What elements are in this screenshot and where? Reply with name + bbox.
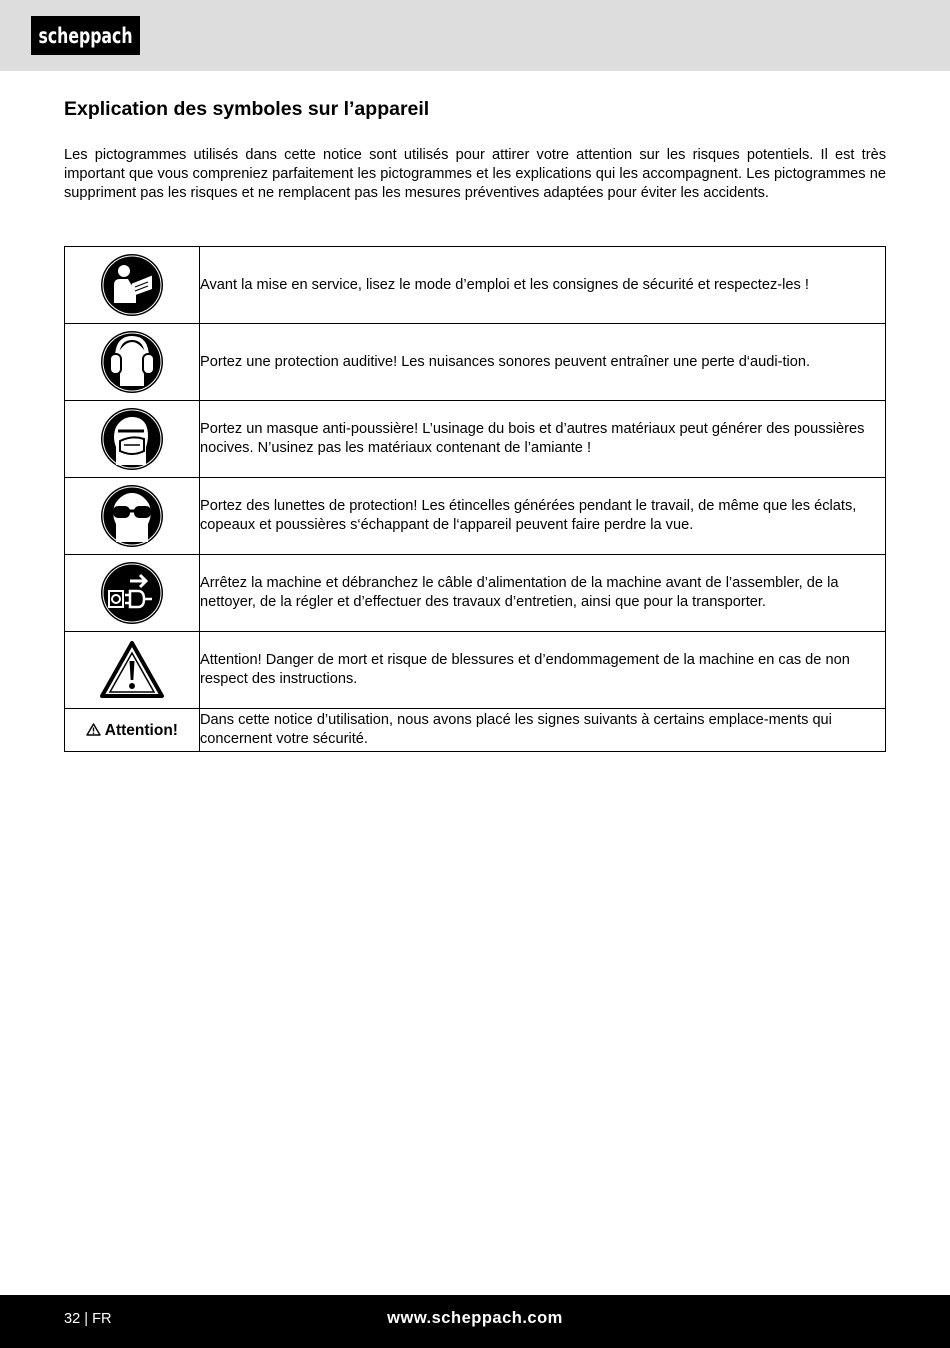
- intro-paragraph: Les pictogrammes utilisés dans cette notice sont utilisés pour attirer votre attention sur les risques potentiels. Il est très important que vous compreniez parfaitement les pictogrammes et les explications qui les accompagnent. Les pictogrammes ne suppriment pas les risques et ne remplacent pas les mesures préventives adaptées pour éviter les accidents.: [64, 147, 886, 201]
- warning-small-icon: [86, 723, 101, 736]
- symbols-table: [64, 246, 886, 752]
- symbol-row: [65, 478, 886, 555]
- symbol-description: Attention! Danger de mort et risque de blessures et d’endommagement de la machine en cas de non respect des instructions.: [200, 632, 886, 709]
- page-number: 32 | FR: [64, 1311, 112, 1327]
- page-footer: [0, 1295, 950, 1348]
- scheppach-logo: [31, 16, 140, 55]
- symbol-description: Portez une protection auditive! Les nuisances sonores peuvent entraîner une perte d‘audi-tion.: [200, 324, 886, 401]
- read-manual-icon: [100, 253, 164, 317]
- page-title: Explication des symboles sur l’appareil: [64, 98, 430, 120]
- attention-description: Dans cette notice d’utilisation, nous avons placé les signes suivants à certains emplace-ments qui concernent votre sécurité.: [200, 709, 886, 752]
- ear-protection-icon: [100, 330, 164, 394]
- attention-label-text: Attention!: [104, 721, 178, 739]
- symbol-row: [65, 401, 886, 478]
- symbol-row: [65, 555, 886, 632]
- dust-mask-icon: [100, 407, 164, 471]
- symbol-description: Avant la mise en service, lisez le mode d’emploi et les consignes de sécurité et respectez-les !: [200, 247, 886, 324]
- symbol-row: [65, 324, 886, 401]
- website-link[interactable]: www.scheppach.com: [387, 1309, 563, 1327]
- symbol-description: Portez des lunettes de protection! Les étincelles générées pendant le travail, de même que les éclats, copeaux et poussières s‘échappant de l‘appareil peuvent faire perdre la vue.: [200, 478, 886, 555]
- logo-text: scheppach: [38, 24, 133, 48]
- attention-row: [65, 709, 886, 752]
- symbol-description: Portez un masque anti-poussière! L’usinage du bois et d’autres matériaux peut générer des poussières nocives. N’usinez pas les matériaux contenant de l’amiante !: [200, 401, 886, 478]
- unplug-icon: [100, 561, 164, 625]
- symbol-description: Arrêtez la machine et débranchez le câble d’alimentation de la machine avant de l’assembler, de la nettoyer, de la régler et d’effectuer des travaux d’entretien, ainsi que pour la transporter.: [200, 555, 886, 632]
- attention-label: [65, 709, 200, 752]
- symbol-row: [65, 632, 886, 709]
- warning-triangle-icon: [99, 640, 165, 700]
- symbol-row: [65, 247, 886, 324]
- safety-goggles-icon: [100, 484, 164, 548]
- page-header: [0, 0, 950, 71]
